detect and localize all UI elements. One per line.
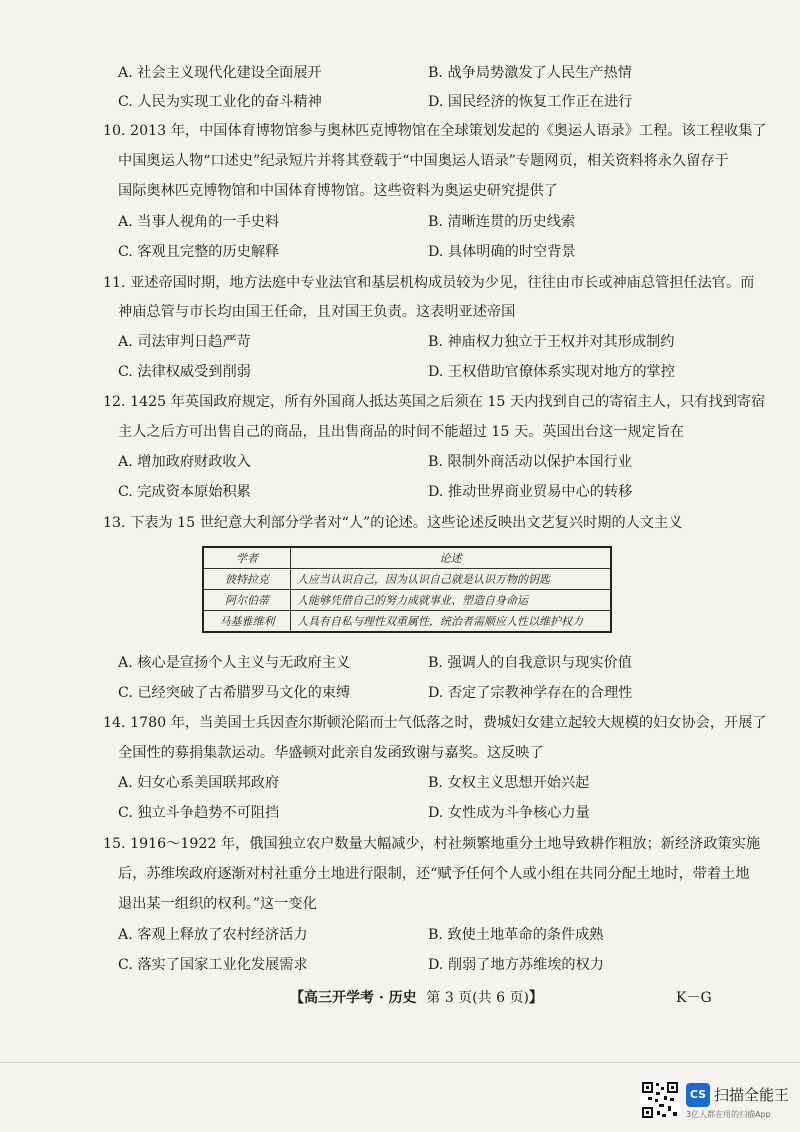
table-cell-statement: 人能够凭借自己的努力成就事业、塑造自身命运 bbox=[291, 590, 612, 611]
table-cell-scholar: 马基雅维利 bbox=[203, 611, 291, 633]
q15-stem-line2: 后，苏维埃政府逐渐对村社重分土地进行限制，还“赋予任何个人或小组在共同分配土地时，带着土地 bbox=[118, 866, 750, 882]
q11-option-c: C. 法律权威受到削弱 bbox=[118, 364, 251, 380]
q12-option-d: D. 推动世界商业贸易中心的转移 bbox=[428, 484, 633, 500]
table-cell-scholar: 彼特拉克 bbox=[203, 569, 291, 590]
table-row bbox=[203, 590, 611, 611]
table-header-scholar: 学者 bbox=[203, 547, 291, 569]
q14-option-c: C. 独立斗争趋势不可阻挡 bbox=[118, 805, 280, 821]
q9-option-a: A. 社会主义现代化建设全面展开 bbox=[118, 65, 322, 81]
q10-option-c: C. 客观且完整的历史解释 bbox=[118, 244, 280, 260]
table-cell-statement: 人应当认识自己，因为认识自己就是认识万物的钥匙 bbox=[291, 569, 612, 590]
table-cell-scholar: 阿尔伯蒂 bbox=[203, 590, 291, 611]
q13-options-row1 bbox=[0, 650, 800, 676]
q12-option-c: C. 完成资本原始积累 bbox=[118, 484, 251, 500]
q10-stem-line1: 10. 2013 年，中国体育博物馆参与奥林匹克博物馆在全球策划发起的《奥运人语录》工程。该工程收集了 bbox=[103, 123, 767, 139]
scanner-tagline: 3亿人都在用的扫描App bbox=[686, 1110, 771, 1119]
q15-option-b: B. 致使土地革命的条件成熟 bbox=[428, 927, 604, 943]
q13-option-b: B. 强调人的自我意识与现实价值 bbox=[428, 655, 632, 671]
q12-stem-line1: 12. 1425 年英国政府规定，所有外国商人抵达英国之后须在 15 天内找到自己的寄宿主人，只有找到寄宿 bbox=[103, 394, 766, 410]
q11-options-row1 bbox=[0, 329, 800, 355]
footer-page-number: 第 3 页(共 6 页) bbox=[426, 990, 529, 1006]
footer-center: 【高三开学考 · 历史 第 3 页(共 6 页)】 bbox=[290, 990, 543, 1006]
q14-option-d: D. 女性成为斗争核心力量 bbox=[428, 805, 590, 821]
table-header-row bbox=[203, 547, 611, 569]
q13-stem-line1: 13. 下表为 15 世纪意大利部分学者对“人”的论述。这些论述反映出文艺复兴时期的人文主义 bbox=[103, 515, 683, 531]
q9-option-c: C. 人民为实现工业化的奋斗精神 bbox=[118, 94, 322, 110]
q12-option-b: B. 限制外商活动以保护本国行业 bbox=[428, 454, 632, 470]
qr-code-icon bbox=[640, 1080, 680, 1120]
q15-option-c: C. 落实了国家工业化发展需求 bbox=[118, 957, 308, 973]
q11-stem-line1: 11. 亚述帝国时期，地方法庭中专业法官和基层机构成员较为少见，往往由市长或神庙总管担任法官。而 bbox=[103, 275, 755, 291]
q10-option-a: A. 当事人视角的一手史料 bbox=[118, 214, 280, 230]
q10-options-row2 bbox=[0, 239, 800, 265]
q15-stem-line3: 退出某一组织的权利。”这一变化 bbox=[118, 896, 317, 912]
q15-options-row1 bbox=[0, 922, 800, 948]
page-footer bbox=[0, 986, 800, 1010]
scholars-table bbox=[202, 546, 612, 633]
q13-option-d: D. 否定了宗教神学存在的合理性 bbox=[428, 685, 633, 701]
footer-title: 高三开学考 · 历史 bbox=[304, 990, 417, 1006]
q9-option-d: D. 国民经济的恢复工作正在进行 bbox=[428, 94, 633, 110]
q14-option-b: B. 女权主义思想开始兴起 bbox=[428, 775, 590, 791]
q11-option-d: D. 王权借助官僚体系实现对地方的掌控 bbox=[428, 364, 675, 380]
q11-options-row2 bbox=[0, 359, 800, 385]
q11-option-a: A. 司法审判日趋严苛 bbox=[118, 334, 251, 350]
q15-option-d: D. 削弱了地方苏维埃的权力 bbox=[428, 957, 604, 973]
footer-paper-code: K－G bbox=[676, 990, 712, 1006]
q12-stem-line2: 主人之后方可出售自己的商品，且出售商品的时间不能超过 15 天。英国出台这一规定旨在 bbox=[118, 424, 685, 440]
q15-options-row2 bbox=[0, 952, 800, 978]
q11-option-b: B. 神庙权力独立于王权并对其形成制约 bbox=[428, 334, 675, 350]
q10-option-b: B. 清晰连贯的历史线索 bbox=[428, 214, 576, 230]
q9-options-row2 bbox=[0, 89, 800, 115]
camscanner-logo-icon: CS bbox=[686, 1083, 710, 1107]
table-row bbox=[203, 611, 611, 633]
q9-option-b: B. 战争局势激发了人民生产热情 bbox=[428, 65, 632, 81]
q10-options-row1 bbox=[0, 209, 800, 235]
q14-option-a: A. 妇女心系美国联邦政府 bbox=[118, 775, 280, 791]
scanner-app-name: 扫描全能王 bbox=[714, 1086, 790, 1104]
q14-options-row1 bbox=[0, 770, 800, 796]
table-cell-statement: 人具有自私与理性双重属性，统治者需顺应人性以维护权力 bbox=[291, 611, 612, 633]
table-header-statement: 论述 bbox=[291, 547, 612, 569]
q11-stem-line2: 神庙总管与市长均由国王任命，且对国王负责。这表明亚述帝国 bbox=[118, 304, 516, 320]
q12-option-a: A. 增加政府财政收入 bbox=[118, 454, 251, 470]
q15-stem-line1: 15. 1916～1922 年，俄国独立农户数量大幅减少，村社频繁地重分土地导致耕作粗放；新经济政策实施 bbox=[103, 836, 761, 852]
q10-stem-line3: 国际奥林匹克博物馆和中国体育博物馆。这些资料为奥运史研究提供了 bbox=[118, 183, 558, 199]
q12-options-row2 bbox=[0, 479, 800, 505]
q14-stem-line2: 全国性的募捐集款运动。华盛顿对此亲自发函致谢与嘉奖。这反映了 bbox=[118, 745, 544, 761]
q9-options-row1 bbox=[0, 60, 800, 86]
q13-options-row2 bbox=[0, 680, 800, 706]
scan-divider bbox=[0, 1062, 800, 1063]
q14-stem-line1: 14. 1780 年，当美国士兵因查尔斯顿沦陷而士气低落之时，费城妇女建立起较大规模的妇女协会，开展了 bbox=[103, 715, 767, 731]
q15-option-a: A. 客观上释放了农村经济活力 bbox=[118, 927, 308, 943]
q13-option-c: C. 已经突破了古希腊罗马文化的束缚 bbox=[118, 685, 351, 701]
scanner-watermark bbox=[640, 1080, 800, 1126]
table-row bbox=[203, 569, 611, 590]
q12-options-row1 bbox=[0, 449, 800, 475]
q13-option-a: A. 核心是宣扬个人主义与无政府主义 bbox=[118, 655, 351, 671]
q10-option-d: D. 具体明确的时空背景 bbox=[428, 244, 576, 260]
q10-stem-line2: 中国奥运人物“口述史”纪录短片并将其登载于“中国奥运人语录”专题网页，相关资料将永久留存于 bbox=[118, 153, 729, 169]
q14-options-row2 bbox=[0, 800, 800, 826]
